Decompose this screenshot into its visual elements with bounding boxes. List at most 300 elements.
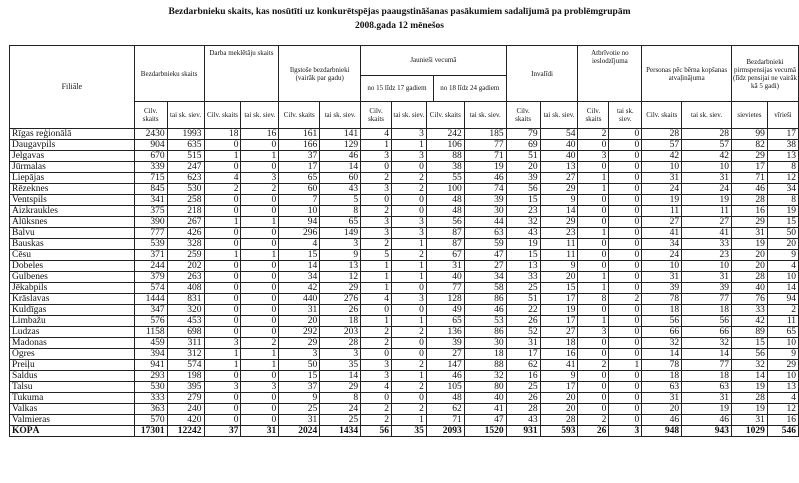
value-cell: 35 [392, 426, 427, 437]
value-cell: 29 [540, 184, 578, 195]
value-cell: 347 [134, 305, 167, 316]
value-cell: 2 [361, 404, 392, 415]
col-women-count: tai sk. siev. [682, 102, 732, 129]
value-cell: 698 [167, 327, 204, 338]
value-cell: 2 [392, 173, 427, 184]
value-cell: 1158 [134, 327, 167, 338]
value-cell: 379 [134, 272, 167, 283]
value-cell: 12 [767, 173, 798, 184]
table-body [10, 129, 799, 437]
value-cell: 0 [204, 283, 241, 294]
value-cell: 31 [642, 173, 682, 184]
value-cell: 40 [426, 272, 464, 283]
value-cell: 31 [279, 305, 320, 316]
branch-name: Valkas [10, 404, 135, 415]
value-cell: 77 [682, 294, 732, 305]
value-cell: 715 [134, 173, 167, 184]
value-cell: 40 [540, 140, 578, 151]
value-cell: 77 [426, 283, 464, 294]
value-cell: 25 [320, 415, 361, 426]
branch-name: Ogres [10, 349, 135, 360]
col-people-count: Cilv. skaits [134, 102, 167, 129]
value-cell: 339 [134, 162, 167, 173]
value-cell: 27 [642, 217, 682, 228]
value-cell: 32 [506, 217, 540, 228]
value-cell: 0 [609, 316, 642, 327]
value-cell: 5 [361, 250, 392, 261]
value-cell: 0 [578, 371, 609, 382]
value-cell: 420 [167, 415, 204, 426]
value-cell: 8 [578, 294, 609, 305]
value-cell: 43 [506, 415, 540, 426]
branch-name: Balvu [10, 228, 135, 239]
value-cell: 0 [609, 338, 642, 349]
value-cell: 34 [642, 239, 682, 250]
value-cell: 0 [609, 162, 642, 173]
value-cell: 79 [506, 129, 540, 140]
value-cell: 22 [506, 305, 540, 316]
value-cell: 18 [642, 305, 682, 316]
table-row [10, 140, 799, 151]
value-cell: 71 [426, 415, 464, 426]
value-cell: 20 [540, 404, 578, 415]
value-cell: 28 [731, 195, 767, 206]
value-cell: 0 [392, 305, 427, 316]
value-cell: 0 [578, 140, 609, 151]
value-cell: 13 [506, 261, 540, 272]
value-cell: 218 [167, 206, 204, 217]
value-cell: 18 [682, 371, 732, 382]
value-cell: 1 [392, 371, 427, 382]
value-cell: 40 [540, 151, 578, 162]
branch-name: Tukuma [10, 393, 135, 404]
value-cell: 53 [464, 316, 506, 327]
value-cell: 136 [426, 327, 464, 338]
value-cell: 28 [731, 272, 767, 283]
value-cell: 10 [682, 261, 732, 272]
value-cell: 0 [392, 338, 427, 349]
value-cell: 258 [167, 195, 204, 206]
value-cell: 17 [540, 294, 578, 305]
value-cell: 0 [241, 415, 279, 426]
value-cell: 19 [506, 239, 540, 250]
value-cell: 0 [578, 217, 609, 228]
value-cell: 3 [392, 294, 427, 305]
value-cell: 0 [241, 327, 279, 338]
table-row [10, 195, 799, 206]
value-cell: 31 [731, 228, 767, 239]
value-cell: 25 [506, 382, 540, 393]
value-cell: 0 [609, 217, 642, 228]
value-cell: 0 [609, 305, 642, 316]
value-cell: 459 [134, 338, 167, 349]
value-cell: 63 [464, 228, 506, 239]
value-cell: 312 [167, 349, 204, 360]
value-cell: 24 [642, 250, 682, 261]
value-cell: 0 [609, 327, 642, 338]
value-cell: 26 [578, 426, 609, 437]
value-cell: 141 [320, 129, 361, 140]
value-cell: 1993 [167, 129, 204, 140]
value-cell: 33 [731, 305, 767, 316]
disabled-header: Invalīdi [506, 46, 578, 102]
value-cell: 19 [642, 195, 682, 206]
value-cell: 1 [204, 217, 241, 228]
total-row [10, 426, 799, 437]
value-cell: 8 [767, 195, 798, 206]
value-cell: 276 [320, 294, 361, 305]
table-row [10, 261, 799, 272]
value-cell: 0 [204, 371, 241, 382]
value-cell: 42 [279, 283, 320, 294]
value-cell: 48 [426, 206, 464, 217]
value-cell: 4 [204, 173, 241, 184]
value-cell: 0 [578, 404, 609, 415]
value-cell: 0 [241, 239, 279, 250]
branch-name: KOPĀ [10, 426, 135, 437]
table-row [10, 283, 799, 294]
value-cell: 185 [464, 129, 506, 140]
value-cell: 1444 [134, 294, 167, 305]
value-cell: 3 [392, 217, 427, 228]
long-term-unemployed-header: Ilgstoše bezdarbnieki (vairāk par gadu) [279, 46, 361, 102]
value-cell: 0 [204, 140, 241, 151]
value-cell: 2 [241, 338, 279, 349]
value-cell: 51 [506, 294, 540, 305]
value-cell: 19 [682, 195, 732, 206]
branch-name: Daugavpils [10, 140, 135, 151]
value-cell: 14 [767, 283, 798, 294]
value-cell: 2 [578, 360, 609, 371]
value-cell: 59 [464, 239, 506, 250]
value-cell: 0 [609, 250, 642, 261]
value-cell: 3 [361, 217, 392, 228]
value-cell: 46 [426, 371, 464, 382]
value-cell: 1 [578, 316, 609, 327]
value-cell: 3 [361, 151, 392, 162]
table-row [10, 415, 799, 426]
value-cell: 58 [464, 283, 506, 294]
value-cell: 94 [767, 294, 798, 305]
value-cell: 1 [204, 151, 241, 162]
value-cell: 0 [609, 140, 642, 151]
value-cell: 29 [320, 283, 361, 294]
value-cell: 78 [642, 294, 682, 305]
value-cell: 48 [426, 195, 464, 206]
value-cell: 3 [392, 151, 427, 162]
table-row [10, 250, 799, 261]
value-cell: 0 [241, 305, 279, 316]
value-cell: 29 [731, 217, 767, 228]
value-cell: 166 [279, 140, 320, 151]
value-cell: 56 [506, 184, 540, 195]
value-cell: 57 [682, 140, 732, 151]
value-cell: 37 [279, 151, 320, 162]
value-cell: 65 [279, 173, 320, 184]
value-cell: 904 [134, 140, 167, 151]
value-cell: 3 [204, 382, 241, 393]
value-cell: 948 [642, 426, 682, 437]
value-cell: 0 [578, 349, 609, 360]
value-cell: 2 [361, 338, 392, 349]
value-cell: 3 [279, 349, 320, 360]
value-cell: 1 [578, 184, 609, 195]
value-cell: 10 [682, 162, 732, 173]
value-cell: 0 [609, 272, 642, 283]
value-cell: 31 [731, 415, 767, 426]
value-cell: 26 [506, 393, 540, 404]
value-cell: 530 [134, 382, 167, 393]
value-cell: 593 [540, 426, 578, 437]
value-cell: 50 [279, 360, 320, 371]
value-cell: 0 [241, 272, 279, 283]
value-cell: 0 [204, 316, 241, 327]
value-cell: 4 [361, 382, 392, 393]
value-cell: 1 [578, 173, 609, 184]
value-cell: 0 [392, 349, 427, 360]
value-cell: 9 [540, 261, 578, 272]
value-cell: 10 [642, 162, 682, 173]
value-cell: 28 [506, 404, 540, 415]
value-cell: 3 [204, 338, 241, 349]
branch-name: Talsu [10, 382, 135, 393]
value-cell: 11 [540, 239, 578, 250]
value-cell: 9 [767, 349, 798, 360]
value-cell: 39 [426, 338, 464, 349]
value-cell: 395 [167, 382, 204, 393]
value-cell: 31 [682, 173, 732, 184]
table-row [10, 294, 799, 305]
value-cell: 0 [609, 382, 642, 393]
value-cell: 30 [464, 338, 506, 349]
value-cell: 39 [682, 283, 732, 294]
value-cell: 46 [320, 151, 361, 162]
value-cell: 35 [320, 360, 361, 371]
branch-name: Jūrmalas [10, 162, 135, 173]
value-cell: 2 [578, 415, 609, 426]
table-row [10, 272, 799, 283]
value-cell: 11 [767, 316, 798, 327]
table-row [10, 129, 799, 140]
value-cell: 23 [540, 228, 578, 239]
value-cell: 71 [731, 173, 767, 184]
value-cell: 42 [731, 316, 767, 327]
value-cell: 41 [642, 228, 682, 239]
value-cell: 3 [241, 382, 279, 393]
value-cell: 31 [642, 393, 682, 404]
value-cell: 17 [540, 316, 578, 327]
value-cell: 15 [506, 250, 540, 261]
value-cell: 0 [241, 195, 279, 206]
value-cell: 33 [682, 239, 732, 250]
value-cell: 0 [241, 393, 279, 404]
value-cell: 15 [279, 250, 320, 261]
value-cell: 5 [320, 195, 361, 206]
title-line-2: 2008.gada 12 mēnešos [355, 21, 444, 31]
value-cell: 71 [464, 151, 506, 162]
value-cell: 1 [361, 272, 392, 283]
value-cell: 3 [392, 129, 427, 140]
value-cell: 37 [204, 426, 241, 437]
value-cell: 1 [578, 283, 609, 294]
value-cell: 33 [506, 272, 540, 283]
value-cell: 293 [134, 371, 167, 382]
value-cell: 20 [731, 261, 767, 272]
value-cell: 39 [642, 283, 682, 294]
value-cell: 67 [426, 250, 464, 261]
value-cell: 20 [506, 162, 540, 173]
branch-name: Cēsu [10, 250, 135, 261]
value-cell: 4 [767, 261, 798, 272]
value-cell: 46 [682, 415, 732, 426]
value-cell: 3 [320, 239, 361, 250]
value-cell: 0 [578, 261, 609, 272]
value-cell: 408 [167, 283, 204, 294]
value-cell: 0 [204, 162, 241, 173]
value-cell: 80 [464, 382, 506, 393]
col-people-count: Cilv. skaits [361, 102, 392, 129]
value-cell: 15 [279, 371, 320, 382]
value-cell: 46 [642, 415, 682, 426]
value-cell: 56 [682, 316, 732, 327]
value-cell: 1 [241, 360, 279, 371]
value-cell: 10 [767, 272, 798, 283]
value-cell: 14 [731, 371, 767, 382]
value-cell: 94 [279, 217, 320, 228]
value-cell: 1 [241, 250, 279, 261]
value-cell: 9 [767, 250, 798, 261]
value-cell: 32 [731, 360, 767, 371]
value-cell: 86 [464, 327, 506, 338]
value-cell: 14 [279, 261, 320, 272]
value-cell: 2 [361, 239, 392, 250]
value-cell: 0 [609, 173, 642, 184]
value-cell: 26 [320, 305, 361, 316]
value-cell: 8 [320, 206, 361, 217]
value-cell: 2 [392, 360, 427, 371]
value-cell: 74 [464, 184, 506, 195]
value-cell: 32 [464, 371, 506, 382]
value-cell: 20 [767, 239, 798, 250]
value-cell: 8 [767, 162, 798, 173]
value-cell: 0 [609, 371, 642, 382]
value-cell: 1 [241, 151, 279, 162]
value-cell: 2 [392, 327, 427, 338]
value-cell: 279 [167, 393, 204, 404]
value-cell: 198 [167, 371, 204, 382]
value-cell: 2024 [279, 426, 320, 437]
value-cell: 574 [167, 360, 204, 371]
col-women-count: tai sk. siev. [464, 102, 506, 129]
table-row [10, 349, 799, 360]
youth-15-17-header: no 15 līdz 17 gadiem [361, 75, 433, 101]
value-cell: 88 [426, 151, 464, 162]
value-cell: 296 [279, 228, 320, 239]
branch-name: Kuldīgas [10, 305, 135, 316]
value-cell: 0 [578, 338, 609, 349]
value-cell: 27 [682, 217, 732, 228]
value-cell: 0 [361, 349, 392, 360]
value-cell: 147 [426, 360, 464, 371]
value-cell: 40 [464, 393, 506, 404]
value-cell: 0 [609, 404, 642, 415]
value-cell: 0 [609, 195, 642, 206]
value-cell: 4 [767, 393, 798, 404]
value-cell: 546 [767, 426, 798, 437]
value-cell: 0 [204, 294, 241, 305]
value-cell: 777 [134, 228, 167, 239]
value-cell: 161 [279, 129, 320, 140]
value-cell: 15 [540, 283, 578, 294]
value-cell: 41 [682, 228, 732, 239]
value-cell: 2 [767, 305, 798, 316]
value-cell: 28 [731, 393, 767, 404]
value-cell: 47 [464, 250, 506, 261]
value-cell: 0 [241, 261, 279, 272]
value-cell: 18 [682, 305, 732, 316]
value-cell: 17 [540, 382, 578, 393]
value-cell: 42 [682, 151, 732, 162]
value-cell: 82 [731, 140, 767, 151]
value-cell: 13 [767, 151, 798, 162]
value-cell: 13 [320, 261, 361, 272]
value-cell: 333 [134, 393, 167, 404]
value-cell: 18 [464, 349, 506, 360]
table-row [10, 228, 799, 239]
value-cell: 0 [392, 393, 427, 404]
branch-name: Madonas [10, 338, 135, 349]
value-cell: 1 [392, 316, 427, 327]
value-cell: 34 [279, 272, 320, 283]
value-cell: 259 [167, 250, 204, 261]
released-from-prison-header: Atbrīvotie no ieslodzījuma [578, 46, 642, 102]
value-cell: 19 [540, 305, 578, 316]
value-cell: 14 [682, 349, 732, 360]
branch-name: Rīgas reģionālā [10, 129, 135, 140]
value-cell: 2 [392, 184, 427, 195]
value-cell: 0 [361, 393, 392, 404]
value-cell: 320 [167, 305, 204, 316]
value-cell: 86 [464, 294, 506, 305]
value-cell: 0 [204, 393, 241, 404]
value-cell: 24 [642, 184, 682, 195]
col-people-count: Cilv. skaits [279, 102, 320, 129]
value-cell: 29 [279, 338, 320, 349]
value-cell: 18 [204, 129, 241, 140]
value-cell: 0 [609, 349, 642, 360]
value-cell: 0 [609, 283, 642, 294]
value-cell: 0 [609, 129, 642, 140]
value-cell: 0 [361, 305, 392, 316]
branch-name: Jēkabpils [10, 283, 135, 294]
value-cell: 17 [731, 162, 767, 173]
table-row [10, 239, 799, 250]
value-cell: 1 [392, 272, 427, 283]
value-cell: 1 [361, 283, 392, 294]
table-row [10, 162, 799, 173]
value-cell: 11 [642, 206, 682, 217]
value-cell: 1 [392, 415, 427, 426]
value-cell: 16 [241, 129, 279, 140]
value-cell: 65 [320, 217, 361, 228]
value-cell: 17301 [134, 426, 167, 437]
value-cell: 76 [731, 294, 767, 305]
value-cell: 0 [241, 316, 279, 327]
value-cell: 1 [609, 360, 642, 371]
value-cell: 12242 [167, 426, 204, 437]
value-cell: 17 [279, 162, 320, 173]
value-cell: 363 [134, 404, 167, 415]
